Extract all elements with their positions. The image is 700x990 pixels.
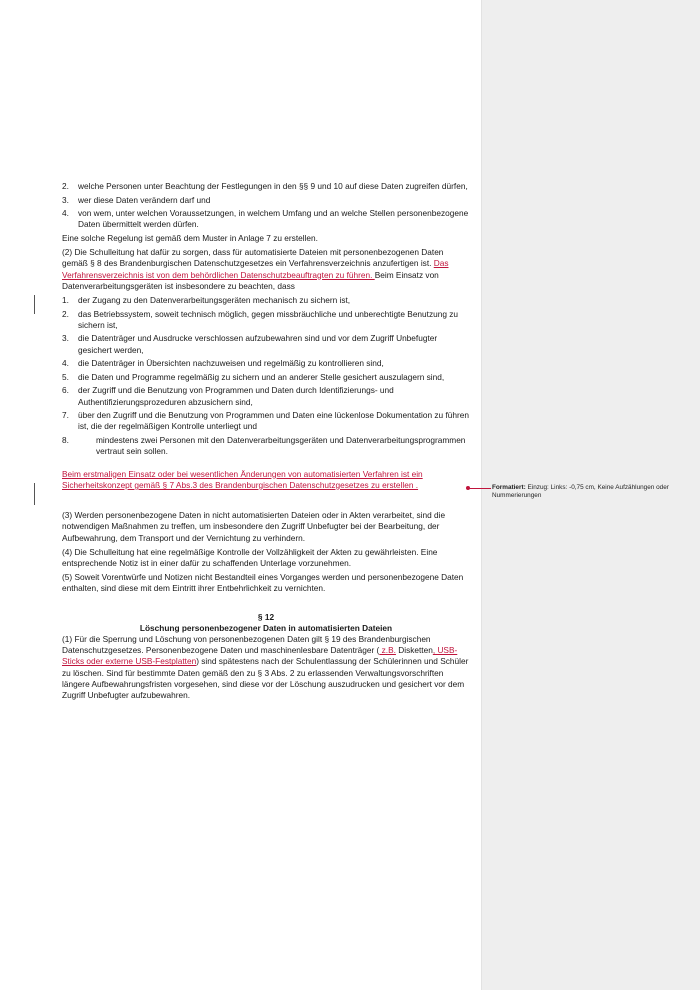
list-item <box>62 309 470 331</box>
formatting-comment[interactable] <box>492 483 682 500</box>
section-12-paragraph-1 <box>62 634 470 701</box>
paragraph-3: (3) Werden personenbezogene Daten in nicht automatisierten Dateien oder in Akten verarbeitet, sind die notwendigen Maßnahmen zu treffen, um insbesondere den Zugriff Unbefugter bei der Bearbeitung, der Aufbewahrung, dem Transport und der Vernichtung zu verhindern. <box>62 510 446 543</box>
list-number: 2. <box>62 181 69 191</box>
list-text: über den Zugriff und die Benutzung von Programmen und Daten eine lückenlose Dokumentation zu führen ist, die der regelmäßigen Kontrolle unterliegt und <box>78 410 469 432</box>
list-item <box>62 372 470 383</box>
change-bar <box>34 483 35 505</box>
list-item <box>62 181 470 192</box>
list-number: 1. <box>62 295 69 305</box>
list-text: die Datenträger und Ausdrucke verschlossen aufzubewahren sind und vor dem Zugriff Unbefugter gesichert werden, <box>78 333 438 355</box>
tracked-insertion-paragraph: Beim erstmaligen Einsatz oder bei wesentlichen Änderungen von automatisierten Verfahren ist ein Sicherheitskonzept gemäß § 7 Abs.3 des Brandenburgischen Datenschutzgesetzes zu erstellen . <box>62 468 423 490</box>
spacer <box>62 598 470 612</box>
spacer <box>62 494 470 502</box>
comment-text: Einzug: Links: -0,75 cm, Keine Aufzählungen oder Nummerierungen <box>492 484 669 499</box>
section-12-mid: Disketten <box>395 645 433 656</box>
list-text: die Datenträger in Übersichten nachzuweisen und regelmäßig zu kontrollieren sind, <box>78 358 384 369</box>
list-text: das Betriebssystem, soweit technisch möglich, gegen missbräuchliche und unberechtigte Benutzung zu sichern ist, <box>78 308 459 330</box>
section-12-part2: ) sind spätestens nach der Schulentlassung der Schülerinnen und Schüler zu löschen. Sind für bestimmte Daten gemäß den zu § 3 Abs. 2 zu erlassenden Verwaltungsvorschriften längere Aufbewahrungsfristen vorgesehen, sind diese vor der Löschung auszudrucken und gesichert vor dem Zugriff Unbefugter aufzubewahren. <box>62 656 469 701</box>
list-number: 4. <box>62 358 69 369</box>
list-text: welche Personen unter Beachtung der Festlegungen in den §§ 9 und 10 auf diese Daten zugreifen dürfen, <box>78 181 468 191</box>
list-item <box>62 208 470 230</box>
change-bar <box>34 295 35 314</box>
list-number: 2. <box>62 308 69 319</box>
list-item <box>62 385 470 407</box>
section-12-part1: (1) Für die Sperrung und Löschung von personenbezogenen Daten gilt § 19 des Brandenburgischen Datenschutzgesetzes. Personenbezogene Daten und maschinenlesbare Datenträger ( <box>62 634 431 656</box>
comment-label: Formatiert: <box>492 484 526 491</box>
list-item <box>62 295 470 306</box>
paragraph-2-part2: Beim Einsatz von Datenverarbeitungsgeräten ist insbesondere zu beachten, dass <box>62 269 439 291</box>
list-item <box>62 435 470 457</box>
document-body <box>62 181 470 704</box>
list-text: von wem, unter welchen Voraussetzungen, in welchem Umfang und an welche Stellen personenbezogene Daten übermittelt werden dürfen. <box>78 208 469 230</box>
list-number: 3. <box>62 194 69 205</box>
paragraph-4: (4) Die Schulleitung hat eine regelmäßige Kontrolle der Vollzähligkeit der Akten zu gewährleisten. Eine entsprechende Notiz ist in einer dafür zu schaffenden Unterlage vorzunehmen. <box>62 546 438 568</box>
section-number: § 12 <box>257 611 275 622</box>
list-text: wer diese Daten verändern darf und <box>78 194 211 205</box>
paragraph-2-part1: (2) Die Schulleitung hat dafür zu sorgen, dass für automatisierte Dateien mit personenbezogenen Daten gemäß § 8 des Brandenburgischen Datenschutzgesetzes ein Verfahrensverzeichnis anzufertigen ist. <box>62 247 444 269</box>
list-text: mindestens zwei Personen mit den Datenverarbeitungsgeräten und Datenverarbeitungsprogrammen vertraut sein sollen. <box>96 434 466 457</box>
paragraph-5: (5) Soweit Vorentwürfe und Notizen nicht Bestandteil eines Vorganges werden und personenbezogene Daten enthalten, sind diese mit dem Eintritt ihrer Entbehrlichkeit zu vernichten. <box>62 572 464 594</box>
list-item <box>62 410 470 432</box>
list-number: 7. <box>62 410 69 421</box>
comment-connector-line <box>468 488 491 489</box>
list-item <box>62 195 470 206</box>
paragraph-regelung: Eine solche Regelung ist gemäß dem Muster in Anlage 7 zu erstellen. <box>62 232 318 243</box>
paragraph-2 <box>62 247 470 292</box>
tracked-insertion: z.B. <box>379 645 396 656</box>
list-number: 5. <box>62 371 69 382</box>
list-item <box>62 333 470 355</box>
list-number: 3. <box>62 333 69 344</box>
spacer <box>62 460 470 469</box>
tracked-insertion: , USB-Sticks oder externe USB-Festplatten <box>62 645 458 667</box>
spacer <box>62 502 470 510</box>
list-number: 6. <box>62 385 69 396</box>
list-number: 8. <box>62 434 69 445</box>
tracked-insertion: Das Verfahrensverzeichnis ist von dem behördlichen Datenschutzbeauftragten zu führen. <box>62 258 449 280</box>
list-item <box>62 358 470 369</box>
list-text: der Zugriff und die Benutzung von Programmen und Daten durch Identifizierungs- und Authentifizierungsprozeduren abzusichern sind, <box>78 385 394 407</box>
list-number: 4. <box>62 208 69 219</box>
list-text: die Daten und Programme regelmäßig zu sichern und an anderer Stelle gesichert auszulagern sind, <box>78 371 445 382</box>
section-title: Löschung personenbezogener Daten in automatisierten Dateien <box>139 622 393 633</box>
list-text: der Zugang zu den Datenverarbeitungsgeräten mechanisch zu sichern ist, <box>78 295 351 305</box>
